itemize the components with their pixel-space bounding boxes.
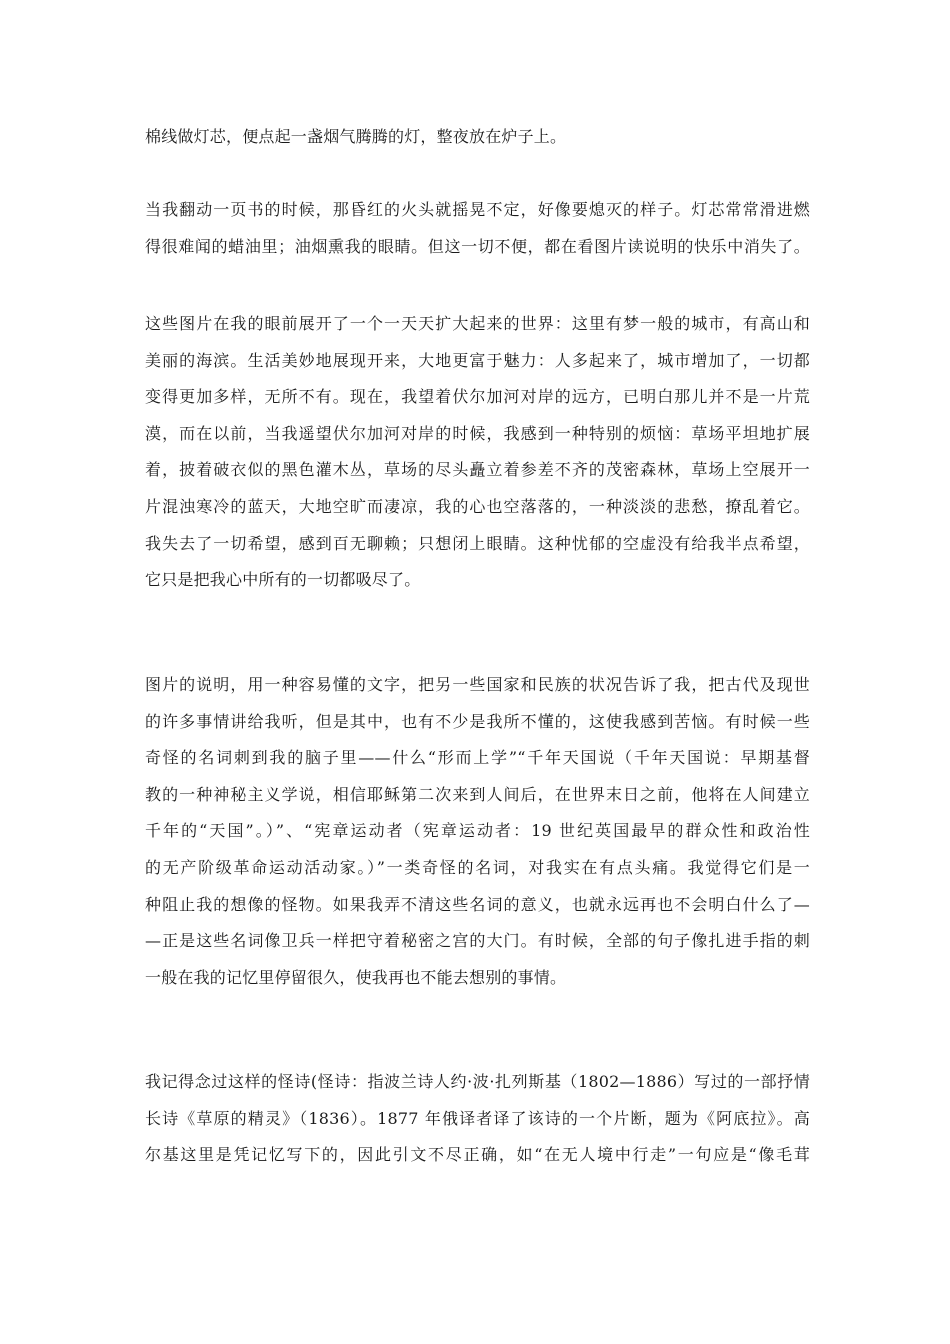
paragraph-5 <box>145 1064 810 1174</box>
paragraph-line: 种阻止我的想像的怪物。如果我弄不清这些名词的意义，也就永远再也不会明白什么了— <box>145 894 810 914</box>
paragraph-line: 着，披着破衣似的黑色灌木丛，草场的尽头矗立着参差不齐的茂密森林，草场上空展开一 <box>145 460 810 480</box>
paragraph-line: 片混浊寒冷的蓝天，大地空旷而凄凉，我的心也空落落的，一种淡淡的悲愁，撩乱着它。 <box>145 496 810 516</box>
paragraph-line: 的许多事情讲给我听，但是其中，也有不少是我所不懂的，这使我感到苦恼。有时候一些 <box>145 711 810 731</box>
paragraph-line: 美丽的海滨。生活美妙地展现开来，大地更富于魅力：人多起来了，城市增加了，一切都 <box>145 350 810 370</box>
paragraph-line: 棉线做灯芯，便点起一盏烟气腾腾的灯，整夜放在炉子上。 <box>145 127 567 146</box>
paragraph-3 <box>145 306 810 599</box>
paragraph-2 <box>145 192 810 265</box>
paragraph-4 <box>145 667 810 996</box>
paragraph-line: 得很难闻的蜡油里；油烟熏我的眼睛。但这一切不便，都在看图片读说明的快乐中消失了。 <box>145 236 810 256</box>
paragraph-line: 尔基这里是凭记忆写下的，因此引文不尽正确，如“在无人境中行走”一句应是“像毛茸 <box>145 1145 810 1165</box>
paragraph-line: 我失去了一切希望，感到百无聊赖；只想闭上眼睛。这种忧郁的空虚没有给我半点希望， <box>145 533 810 553</box>
paragraph-line: 的无产阶级革命运动活动家。）”一类奇怪的名词，对我实在有点头痛。我觉得它们是一 <box>145 857 810 877</box>
paragraph-line: 漠，而在以前，当我遥望伏尔加河对岸的时候，我感到一种特别的烦恼：草场平坦地扩展 <box>145 423 810 443</box>
paragraph-line: 教的一种神秘主义学说，相信耶稣第二次来到人间后，在世界末日之前，他将在人间建立 <box>145 784 810 804</box>
paragraph-line: 千年的“天国”。）”、“宪章运动者（宪章运动者：19 世纪英国最早的群众性和政治性 <box>145 821 810 841</box>
paragraph-line: 长诗《草原的精灵》（1836）。1877 年俄译者译了该诗的一个片断，题为《阿底拉》。高 <box>145 1108 810 1128</box>
paragraph-line: 变得更加多样，无所不有。现在，我望着伏尔加河对岸的远方，已明白那儿并不是一片荒 <box>145 387 810 407</box>
paragraph-line: 一般在我的记忆里停留很久，使我再也不能去想别的事情。 <box>145 967 567 987</box>
paragraph-line: 当我翻动一页书的时候，那昏红的火头就摇晃不定，好像要熄灭的样子。灯芯常常滑进燃 <box>145 200 810 219</box>
paragraph-line: —正是这些名词像卫兵一样把守着秘密之宫的大门。有时候，全部的句子像扎进手指的刺 <box>145 931 810 951</box>
paragraph-line: 奇怪的名词刺到我的脑子里——什么“形而上学”“千年天国说（千年天国说：早期基督 <box>145 748 810 768</box>
paragraph-line: 这些图片在我的眼前展开了一个一天天扩大起来的世界：这里有梦一般的城市，有高山和 <box>145 314 810 333</box>
paragraph-line: 图片的说明，用一种容易懂的文字，把另一些国家和民族的状况告诉了我，把古代及现世 <box>145 675 810 694</box>
paragraph-line: 我记得念过这样的怪诗(怪诗：指波兰诗人约·波·扎列斯基（1802—1886）写过的一部抒情 <box>145 1072 810 1091</box>
paragraph-1 <box>145 119 810 156</box>
paragraph-line: 它只是把我心中所有的一切都吸尽了。 <box>145 570 421 590</box>
